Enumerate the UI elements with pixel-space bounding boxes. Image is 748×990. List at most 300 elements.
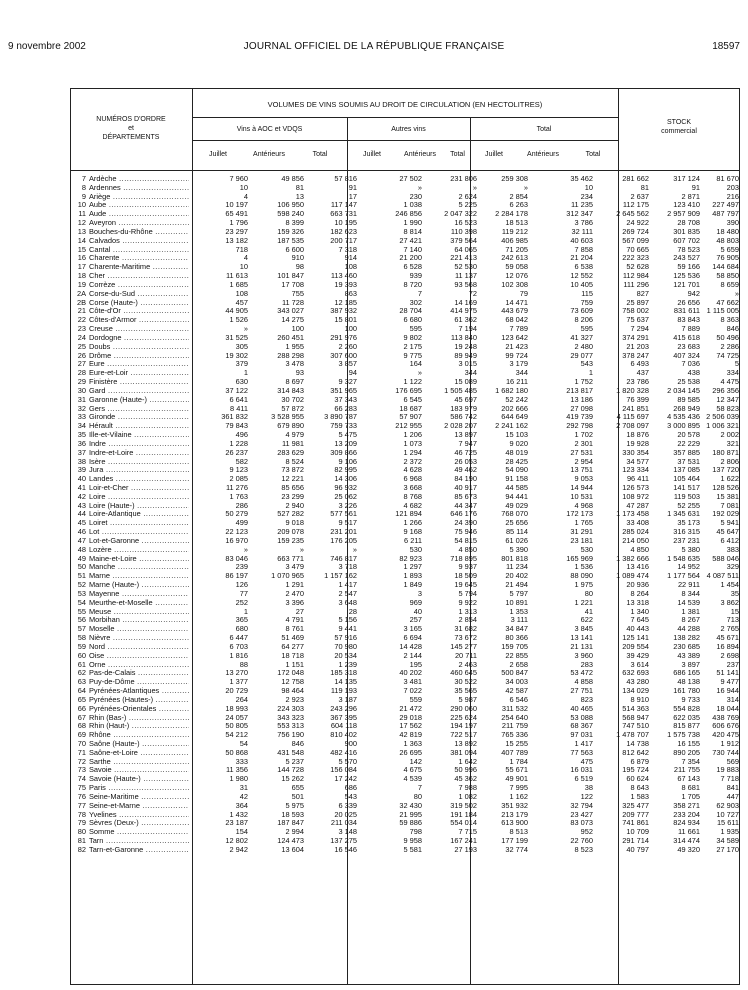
total-juillet: 10	[584, 182, 593, 192]
dept-number: 21	[77, 306, 86, 316]
total-total: 44 288	[677, 624, 700, 634]
autres-total: 34 003	[505, 677, 528, 687]
aoc-anterieurs: 93	[295, 368, 304, 378]
total-anterieurs: 134 029	[622, 686, 649, 696]
total-total: 317 124	[673, 174, 700, 183]
dept-name: Jura .....	[89, 466, 189, 475]
aoc-juillet: 1 526	[229, 315, 248, 325]
dept-name: Savoie (Haute-) .....	[89, 775, 189, 784]
dept-name: Ille-et-Vilaine .....	[89, 431, 189, 440]
sub-header-total-juillet: Juillet	[485, 151, 503, 158]
aoc-total: 113 460	[330, 271, 357, 281]
total-anterieurs: 47 287	[626, 500, 649, 510]
total-anterieurs: 14 738	[626, 739, 649, 748]
aoc-anterieurs: 73 872	[281, 465, 304, 475]
left-header-line-2: et	[128, 125, 134, 132]
autres-juillet: 164	[409, 359, 422, 369]
total-total: 890 205	[673, 747, 700, 757]
total-total: 5 380	[681, 544, 700, 554]
total-total: 438	[687, 368, 700, 378]
autres-anterieurs: 26 053	[454, 456, 477, 466]
autres-anterieurs: 4 850	[458, 544, 477, 554]
dept-number: 69	[77, 730, 86, 740]
aoc-anterieurs: 27	[295, 606, 304, 616]
autres-anterieurs: 50 996	[454, 765, 477, 775]
dept-name: Hérault .....	[89, 422, 189, 431]
stock-commercial: 314	[726, 694, 739, 704]
aoc-anterieurs: 85 656	[281, 482, 304, 492]
autres-anterieurs: 1 642	[458, 756, 477, 766]
dept-number: 46	[77, 527, 86, 537]
rule-under-title	[192, 117, 618, 118]
dept-name: Creuse .....	[89, 325, 189, 334]
autres-anterieurs: 5 794	[458, 588, 477, 598]
total-anterieurs: 741 861	[622, 818, 649, 828]
total-juillet: 38	[584, 783, 593, 793]
aoc-total: 108	[344, 262, 357, 272]
dept-number: 27	[77, 359, 86, 369]
autres-anterieurs: 16 523	[454, 218, 477, 228]
aoc-juillet: 31 525	[225, 332, 248, 342]
aoc-anterieurs: 501	[291, 791, 304, 801]
autres-juillet: 18 687	[399, 403, 422, 413]
aoc-juillet: 305	[235, 341, 248, 351]
dept-name: Meurthe-et-Moselle .....	[89, 599, 189, 608]
group-autres: Autres vins	[391, 126, 426, 133]
total-total: 121 701	[673, 279, 700, 289]
total-anterieurs: 8 643	[630, 783, 649, 793]
aoc-total: 10 195	[334, 218, 357, 228]
total-anterieurs: 6 879	[630, 756, 649, 766]
stock-header	[618, 118, 740, 136]
total-anterieurs: 214 050	[622, 535, 649, 545]
total-anterieurs: 39 429	[626, 650, 649, 660]
dept-name: Ardennes .....	[89, 184, 189, 193]
stock-commercial: 180 871	[712, 447, 739, 457]
left-header-line-1: NUMÉROS D'ORDRE	[96, 116, 166, 123]
autres-total: 1 162	[509, 791, 528, 801]
total-total: 35 173	[677, 518, 700, 528]
total-juillet: 53 472	[570, 668, 593, 678]
autres-anterieurs: 84 190	[454, 474, 477, 484]
aoc-total: 25 062	[334, 491, 357, 501]
total-anterieurs: 1 820 328	[616, 385, 649, 395]
autres-juillet: 2 372	[403, 456, 422, 466]
aoc-total: 28	[348, 606, 357, 616]
aoc-anterieurs: 8 524	[285, 456, 304, 466]
autres-juillet: 595	[409, 324, 422, 334]
dept-number: 28	[77, 368, 86, 378]
autres-total: 5 797	[509, 588, 528, 598]
total-anterieurs: 4 115 697	[616, 412, 649, 422]
autres-juillet: 3 668	[403, 482, 422, 492]
total-juillet: 4 968	[574, 500, 593, 510]
total-anterieurs: 52 628	[626, 262, 649, 272]
autres-total: 85 114	[505, 527, 528, 537]
stock-commercial: 15	[730, 606, 739, 616]
total-juillet: 27 751	[570, 686, 593, 696]
dept-name: Loire .....	[89, 493, 189, 502]
stock-commercial: 58 823	[716, 403, 739, 413]
total-juillet: 53 088	[570, 712, 593, 722]
aoc-total: 3 718	[338, 562, 357, 572]
aoc-anterieurs: 124 473	[277, 836, 304, 846]
department-rows	[70, 175, 740, 855]
dept-name: Aude .....	[89, 210, 189, 219]
aoc-total: 9 517	[338, 518, 357, 528]
total-anterieurs: 33 408	[626, 518, 649, 528]
autres-total: 123 642	[501, 332, 528, 342]
autres-juillet: 6 545	[403, 394, 422, 404]
aoc-juillet: 1 796	[229, 218, 248, 228]
aoc-anterieurs: 8 399	[285, 218, 304, 228]
aoc-anterieurs: 159 326	[277, 226, 304, 236]
autres-juillet: 14 428	[399, 641, 422, 651]
autres-total: 407 789	[501, 747, 528, 757]
total-juillet: 115	[581, 288, 593, 298]
dept-name: Sarthe .....	[89, 758, 189, 767]
dept-number: 70	[77, 739, 86, 748]
autres-juillet: 302	[409, 297, 422, 307]
aoc-total: 863	[344, 288, 357, 298]
aoc-anterieurs: 3 528 955	[271, 412, 304, 422]
dept-number: 45	[77, 518, 86, 528]
total-juillet: 6 538	[574, 262, 593, 272]
stock-commercial: 45 671	[716, 633, 739, 643]
total-anterieurs: 20 936	[626, 580, 649, 590]
autres-juillet: 230	[409, 191, 422, 201]
autres-juillet: 9 958	[403, 836, 422, 846]
autres-juillet: 939	[409, 271, 422, 281]
autres-anterieurs: 221 413	[450, 253, 477, 263]
total-juillet: 6 519	[574, 774, 593, 784]
total-juillet: 3 786	[574, 218, 593, 228]
total-anterieurs: 437	[636, 368, 649, 378]
dept-name: Maine-et-Loire .....	[89, 555, 189, 564]
journal-title: JOURNAL OFFICIEL DE LA RÉPUBLIQUE FRANÇAISE	[243, 41, 505, 52]
autres-juillet: 82 923	[399, 553, 422, 563]
autres-anterieurs: 554 014	[450, 818, 477, 828]
dept-number: 24	[77, 332, 86, 342]
dept-name: Lot-et-Garonne .....	[89, 537, 189, 546]
autres-juillet: 42 819	[399, 730, 422, 740]
stock-commercial: 1 935	[720, 827, 739, 837]
aoc-juillet: 11 613	[225, 271, 248, 281]
aoc-juillet: 582	[235, 456, 248, 466]
dept-name: Corrèze .....	[89, 281, 189, 290]
autres-total: 765 336	[501, 730, 528, 740]
autres-juillet: 1 038	[403, 200, 422, 210]
autres-juillet: 176 695	[395, 385, 422, 395]
aoc-juillet: 22 123	[225, 527, 248, 537]
stock-commercial: 447	[726, 791, 739, 801]
total-juillet: 41	[584, 606, 593, 616]
aoc-total: 5 156	[338, 615, 357, 625]
total-juillet: 13 751	[570, 465, 593, 475]
autres-total: 32 774	[505, 844, 528, 854]
autres-anterieurs: 31 682	[454, 624, 477, 634]
autres-anterieurs: 2 854	[458, 615, 477, 625]
total-juillet: 40 603	[570, 235, 593, 245]
total-total: 161 780	[673, 686, 700, 696]
total-total: 230 685	[673, 641, 700, 651]
total-anterieurs: 60 624	[626, 774, 649, 784]
stock-commercial: 6 412	[720, 535, 739, 545]
aoc-juillet: 18 993	[225, 703, 248, 713]
total-total: 91	[691, 182, 700, 192]
total-total: 4 535 436	[667, 412, 700, 422]
total-total: 554 828	[673, 703, 700, 713]
autres-anterieurs: 110 398	[450, 226, 477, 236]
aoc-total: 1 417	[338, 580, 357, 590]
total-anterieurs: 13 416	[626, 562, 649, 572]
total-total: 1 575 738	[667, 730, 700, 740]
total-total: 237 231	[673, 535, 700, 545]
aoc-juillet: 24 057	[225, 712, 248, 722]
autres-total: 2 854	[509, 191, 528, 201]
total-juillet: 97 031	[570, 730, 593, 740]
dept-number: 50	[77, 562, 86, 572]
aoc-total: »	[352, 544, 357, 554]
total-anterieurs: 241 851	[622, 403, 649, 413]
aoc-anterieurs: 2 923	[285, 694, 304, 704]
aoc-total: 100	[344, 324, 357, 334]
dept-number: 17	[77, 262, 86, 272]
total-total: 14 539	[677, 597, 700, 607]
aoc-juillet: »	[243, 544, 248, 554]
aoc-total: 200 717	[330, 235, 357, 245]
aoc-total: 94	[348, 368, 357, 378]
total-juillet: 16 031	[570, 765, 593, 775]
total-juillet: 595	[580, 324, 593, 334]
total-juillet: 21 204	[570, 253, 593, 263]
autres-juillet: 246 856	[395, 209, 422, 219]
total-anterieurs: 568 947	[622, 712, 649, 722]
aoc-total: 57 816	[334, 174, 357, 183]
aoc-total: 663 731	[330, 209, 357, 219]
autres-anterieurs: 13 897	[454, 430, 477, 440]
aoc-anterieurs: 4 979	[285, 430, 304, 440]
autres-anterieurs: 5 225	[458, 200, 477, 210]
autres-anterieurs: 64 065	[454, 244, 477, 254]
sub-header-autres-juillet: Juillet	[363, 151, 381, 158]
stock-commercial: 51 141	[716, 668, 739, 678]
aoc-anterieurs: 51 469	[281, 633, 304, 643]
dept-number: 2B	[76, 297, 86, 307]
aoc-total: 182 623	[330, 226, 357, 236]
dept-number: 10	[77, 200, 86, 210]
autres-juillet: 559	[409, 694, 422, 704]
autres-anterieurs: 145 277	[450, 641, 477, 651]
total-juillet: 32 794	[570, 800, 593, 810]
total-juillet: 41 327	[570, 332, 593, 342]
total-total: 7 889	[681, 324, 700, 334]
total-juillet: 122	[580, 791, 593, 801]
total-juillet: 22 760	[570, 836, 593, 846]
aoc-juillet: 108	[235, 288, 248, 298]
aoc-total: 577 561	[330, 509, 357, 519]
autres-juillet: 969	[409, 597, 422, 607]
stock-commercial: 58 850	[716, 271, 739, 281]
stock-commercial: 390	[726, 218, 739, 228]
total-juillet: 2 301	[574, 438, 593, 448]
autres-anterieurs: 27 193	[454, 844, 477, 854]
total-total: 607 702	[673, 235, 700, 245]
aoc-anterieurs: 209 078	[277, 527, 304, 537]
autres-total: 15 255	[505, 739, 528, 748]
autres-juillet: 17 562	[399, 721, 422, 731]
total-juillet: 543	[580, 359, 593, 369]
dept-name: Mayenne .....	[89, 590, 189, 599]
aoc-total: 9 106	[338, 456, 357, 466]
total-total: 3 000 895	[667, 421, 700, 431]
dept-number: 34	[77, 421, 86, 431]
aoc-anterieurs: 598 240	[277, 209, 304, 219]
autres-total: 2 284 178	[495, 209, 528, 219]
dept-number: 26	[77, 350, 86, 360]
dept-number: 56	[77, 615, 86, 625]
total-anterieurs: 2 708 097	[616, 421, 649, 431]
autres-total: 119 212	[501, 226, 528, 236]
aoc-juillet: 50 868	[225, 747, 248, 757]
aoc-total: 66 283	[334, 403, 357, 413]
stock-commercial: 62 903	[716, 800, 739, 810]
autres-juillet: »	[417, 368, 422, 378]
aoc-juillet: 42	[239, 791, 248, 801]
aoc-anterieurs: 9 018	[285, 518, 304, 528]
autres-anterieurs: 379 564	[450, 235, 477, 245]
autres-anterieurs: 7 715	[458, 827, 477, 837]
autres-total: 14 471	[505, 297, 528, 307]
aoc-anterieurs: 288 298	[277, 350, 304, 360]
total-anterieurs: 123 334	[622, 465, 649, 475]
aoc-anterieurs: 910	[291, 253, 304, 263]
aoc-total: 17 242	[334, 774, 357, 784]
stock-header-line-1: STOCK	[667, 119, 691, 126]
aoc-total: 759 733	[330, 421, 357, 431]
total-total: 314 474	[673, 836, 700, 846]
autres-total: 406 985	[501, 235, 528, 245]
total-anterieurs: 96 411	[626, 474, 649, 484]
aoc-juillet: 1	[243, 606, 248, 616]
autres-anterieurs: 319 502	[450, 800, 477, 810]
total-anterieurs: 24 922	[626, 218, 649, 228]
autres-total: 202 666	[501, 403, 528, 413]
dept-number: 9	[81, 191, 86, 201]
aoc-anterieurs: 655	[291, 783, 304, 793]
total-anterieurs: 40 443	[626, 624, 649, 634]
total-anterieurs: 514 363	[622, 703, 649, 713]
total-juillet: 1 765	[574, 518, 593, 528]
stock-commercial: 203	[726, 182, 739, 192]
left-header-line-3: DÉPARTEMENTS	[102, 134, 160, 141]
aoc-total: 2 547	[338, 588, 357, 598]
dept-name: Tarn .....	[89, 837, 189, 846]
autres-anterieurs: 85 673	[454, 491, 477, 501]
autres-anterieurs: 381 094	[450, 747, 477, 757]
aoc-juillet: 10 197	[225, 200, 248, 210]
dept-number: 14	[77, 235, 86, 245]
aoc-anterieurs: 283 629	[277, 447, 304, 457]
autres-anterieurs: 191 184	[450, 809, 477, 819]
total-anterieurs: 75 637	[626, 315, 649, 325]
dept-number: 30	[77, 385, 86, 395]
autres-total: 6 546	[509, 694, 528, 704]
stock-commercial: 227 497	[712, 200, 739, 210]
autres-total: 34 847	[505, 624, 528, 634]
total-total: 3 897	[681, 659, 700, 669]
dept-name: Seine-et-Marne .....	[89, 802, 189, 811]
autres-total: 15 103	[505, 430, 528, 440]
autres-juillet: 121 894	[395, 509, 422, 519]
dept-number: 38	[77, 456, 86, 466]
total-total: 211 755	[673, 765, 700, 775]
autres-juillet: 1 893	[403, 571, 422, 581]
autres-anterieurs: 9 937	[458, 562, 477, 572]
dept-name: Pas-de-Calais .....	[89, 669, 189, 678]
dept-number: 62	[77, 668, 86, 678]
aoc-juillet: 7 960	[229, 174, 248, 183]
autres-juillet: 57 907	[399, 412, 422, 422]
total-juillet: 622	[580, 615, 593, 625]
aoc-anterieurs: 314 843	[277, 385, 304, 395]
total-anterieurs: 758 002	[622, 306, 649, 316]
autres-anterieurs: 72	[468, 288, 477, 298]
autres-anterieurs: 45 362	[454, 774, 477, 784]
dept-name: Ariège .....	[89, 193, 189, 202]
autres-total: 311 532	[501, 703, 528, 713]
autres-anterieurs: 722 517	[450, 730, 477, 740]
dept-number: 75	[77, 783, 86, 793]
aoc-anterieurs: 101 847	[277, 271, 304, 281]
aoc-juillet: 2 942	[229, 844, 248, 854]
aoc-juillet: 11 276	[225, 482, 248, 492]
aoc-anterieurs: 13 604	[281, 844, 304, 854]
autres-anterieurs: 35 565	[454, 686, 477, 696]
dept-name: Savoie .....	[89, 766, 189, 775]
autres-juillet: 29 018	[399, 712, 422, 722]
autres-total: 644 649	[501, 412, 528, 422]
total-juillet: 234	[580, 191, 593, 201]
dept-name: Charente .....	[89, 254, 189, 263]
dept-name: Rhin (Bas-) .....	[89, 714, 189, 723]
stock-commercial: 137 720	[712, 465, 739, 475]
aoc-juillet: 1 377	[229, 677, 248, 687]
autres-total: 11 234	[505, 562, 528, 572]
total-anterieurs: 112 984	[622, 271, 649, 281]
autres-anterieurs: 225 624	[450, 712, 477, 722]
dept-name: Saône-et-Loire .....	[89, 749, 189, 758]
autres-total: 55 671	[505, 765, 528, 775]
aoc-total: 3 226	[338, 500, 357, 510]
dept-number: 82	[77, 844, 86, 854]
aoc-anterieurs: 30 702	[281, 394, 304, 404]
total-juillet: 77 563	[570, 747, 593, 757]
total-juillet: 14 944	[570, 482, 593, 492]
stock-commercial: 4 087 511	[706, 571, 739, 581]
dept-number: 40	[77, 474, 86, 484]
aoc-juillet: 8 411	[230, 403, 248, 413]
dept-name: Tarn-et-Garonne .....	[89, 846, 189, 855]
total-juillet: 68 367	[570, 721, 593, 731]
aoc-juillet: 13 270	[225, 668, 248, 678]
dept-name: Lot .....	[89, 528, 189, 537]
total-anterieurs: 108 972	[622, 491, 649, 501]
total-total: 16 155	[677, 739, 700, 748]
total-total: 824 934	[673, 818, 700, 828]
autres-juillet: 40	[413, 606, 422, 616]
publication-date: 9 novembre 2002	[8, 41, 86, 52]
